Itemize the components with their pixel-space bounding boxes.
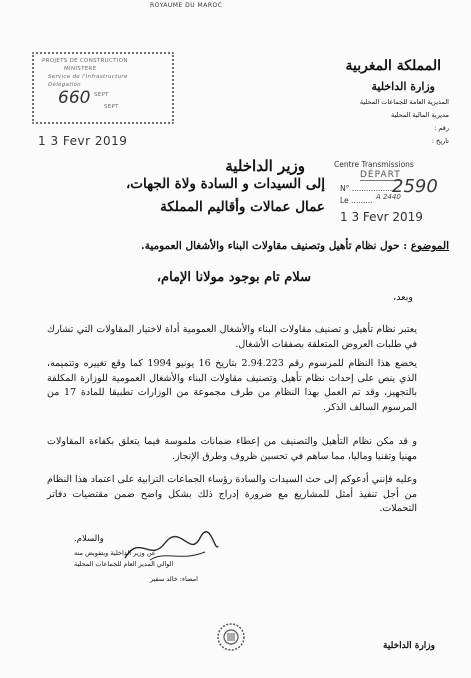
closing-salam: والسلام.: [74, 534, 104, 544]
dept-number-label: رقم :: [434, 124, 449, 132]
paragraph-2: يخضع هذا النظام للمرسوم رقم 2.94.223 بتاريخ 16 يونيو 1994 كما وقع تغييره وتتميمه، الذي ينص على إحداث نظام تأهيل وتصنيف مقاولات البناء والأشغال العمومية للوزارة المكلفة بالتجهيز، وقد تم العمل بهذا النظام من طرف مجموعة من الوزارات تطبيقا للمادة 17 من المرسوم السالف الذكر.: [47, 358, 418, 413]
seal-icon: [216, 622, 246, 652]
royaume-text: ROYAUME DU MAROC: [150, 2, 223, 9]
reception-stamp: [32, 52, 174, 124]
stamp-line-2: MINISTERE: [64, 66, 97, 72]
subject-label: الموضوع: [410, 240, 449, 252]
sign-line-1: عن وزير الداخلية وبتفويض منه: [74, 549, 156, 557]
transmission-number-label: N° ..................: [340, 184, 395, 193]
stamp-line-6: SEPT: [104, 104, 119, 110]
transmission-depart: DÉPART: [360, 170, 401, 180]
transmission-date-stamp: 1 3 Fevr 2019: [340, 210, 423, 224]
stamp-line-3: Service de l'Infrastructure: [48, 74, 128, 80]
ministry-title: وزارة الداخلية: [371, 80, 435, 93]
stamp-handwritten-number: 660: [58, 88, 91, 108]
paragraph-1: يعتبر نظام تأهيل و تصنيف مقاولات البناء والأشغال العمومية أداة لاختيار المقاولات التي تشارك في طلبات العروض المتعلقة بصفقات الأشغال.: [47, 324, 417, 350]
stamp-line-1: PROJETS DE CONSTRUCTION: [42, 58, 128, 64]
footer-ministry: وزارة الداخلية: [383, 641, 435, 651]
addressee-line-1: إلى السيدات و السادة ولاة الجهات،: [125, 176, 325, 192]
paragraph-3: و قد مكن نظام التأهيل والتصنيف من إعطاء ضمانات ملموسة فيما يتعلق بكفاءة المقاولات مهنيا وتقنيا وماليا، مما ساهم في تحسين ظروف وطرق الإنجاز.: [47, 436, 417, 462]
transmission-handwritten-date: A 2440: [376, 193, 401, 201]
transmission-title: Centre Transmissions: [334, 160, 414, 169]
department-block: [360, 96, 449, 148]
subject-text: : حول نظام تأهيل وتصنيف مقاولات البناء والأشغال العمومية.: [141, 240, 411, 252]
transmission-handwritten-number: 2590: [392, 176, 438, 197]
dept-line-1: المديرية العامة للجماعات المحلية: [359, 98, 449, 106]
addressee-line-2: عمال عمالات وأقاليم المملكة: [160, 199, 325, 215]
stamp-line-4: Délégation: [48, 82, 81, 88]
dept-date-label: تاريخ :: [431, 137, 449, 145]
subject-line: [141, 240, 449, 252]
signature-block: [74, 548, 224, 570]
wabad: وبعد،: [393, 292, 413, 303]
sign-line-2: الوالي المدير العام للجماعات المحلية: [74, 560, 174, 568]
signatory-name: امضاء: خالد سفير: [150, 575, 198, 583]
reception-date-stamp: 1 3 Fevr 2019: [38, 134, 128, 148]
minister-title: وزير الداخلية: [225, 157, 305, 175]
kingdom-title: المملكة المغربية: [345, 58, 441, 74]
dept-line-2: مديرية المالية المحلية: [390, 111, 449, 119]
paragraph-4: وعليه فإنني أدعوكم إلى حث السيدات والسادة رؤساء الجماعات الترابية على اعتماد هذا النظام من أجل تنفيذ أمثل للمشاريع مع ضرورة إدراج ذلك بشكل واضح ضمن مقتضيات دفاتر التحملات.: [47, 474, 417, 514]
greeting: سلام تام بوجود مولانا الإمام،: [156, 270, 311, 285]
stamp-line-5: SEPT: [94, 92, 109, 98]
transmission-date-label: Le .........: [340, 196, 373, 205]
